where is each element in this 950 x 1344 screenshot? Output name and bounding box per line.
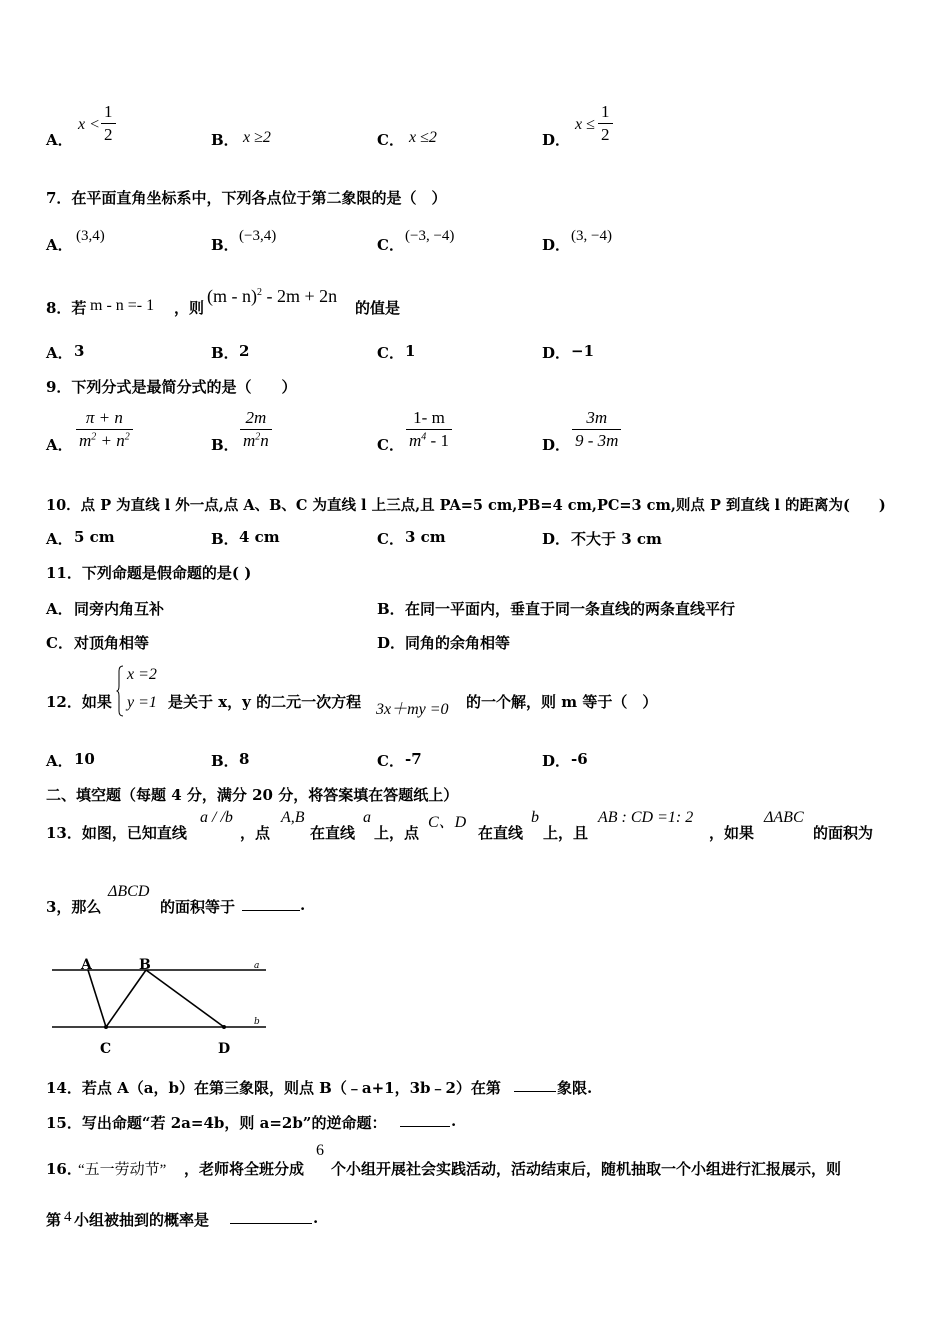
q6-option-a-fraction: $\frac{1}{2}$	[101, 102, 116, 145]
figure-label-c: C	[100, 1041, 112, 1057]
q10-option-c-value: 3 cm	[405, 528, 446, 546]
figure-point-d	[222, 1025, 226, 1029]
q16-answer-blank[interactable]	[230, 1209, 312, 1224]
q6-option-d-fraction: $\frac{1}{2}$	[598, 102, 613, 145]
q10-option-d-label: D．	[542, 530, 571, 548]
q7-option-b-value: (−3,4)	[239, 228, 277, 244]
q11-option-a-value: 同旁内角互补	[74, 600, 165, 618]
q8-suffix: 的值是	[355, 299, 401, 317]
section-heading-fill-in: 二、填空题（每题 4 分，满分 20 分，将答案填在答题纸上）	[46, 786, 459, 804]
q10-option-c-label: C．	[377, 530, 404, 548]
q12-option-b-label: B．	[211, 752, 239, 770]
q11-option-d-label: D．	[377, 634, 406, 652]
q8-condition: m - n =- 1	[90, 297, 155, 314]
q6-option-c-label: C．	[377, 131, 404, 149]
figure-segment-bc	[106, 970, 146, 1027]
q11-option-a-label: A．	[46, 600, 73, 618]
q12-prefix: 12．如果	[46, 693, 112, 711]
q8-option-a-label: A．	[46, 344, 73, 362]
q8-expression: (m - n)$^2$ - 2m + 2n	[207, 286, 338, 306]
q13-answer-blank[interactable]	[242, 896, 300, 911]
figure-label-d: D	[218, 1041, 231, 1057]
q9-stem: 9．下列分式是最简分式的是（ ）	[46, 378, 297, 396]
q8-option-d-value: −1	[571, 342, 595, 360]
q12-system-eq2: y =1	[127, 694, 157, 711]
q10-stem: 10．点 P 为直线 l 外一点,点 A、B、C 为直线 l 上三点,且 PA=5 cm,PB=4 cm,PC=3 cm,则点 P 到直线 l 的距离为( )	[46, 497, 886, 514]
q7-option-a-label: A．	[46, 236, 73, 254]
q8-option-b-value: 2	[239, 342, 250, 360]
q8-option-d-label: D．	[542, 344, 571, 362]
figure-point-c	[104, 1025, 108, 1029]
q12-brace	[116, 665, 124, 717]
q6-option-a-label: A．	[46, 131, 73, 149]
q7-option-d-value: (3, −4)	[571, 228, 612, 244]
q12-option-c-value: -7	[405, 750, 422, 768]
q11-stem: 11．下列命题是假命题的是( )	[46, 564, 252, 582]
q12-suffix: 的一个解，则 m 等于（ ）	[466, 693, 658, 711]
q12-option-a-label: A．	[46, 752, 73, 770]
q14-answer-blank[interactable]	[514, 1077, 556, 1092]
q12-equation: 3x＋my =0	[376, 701, 449, 718]
q12-option-b-value: 8	[239, 750, 250, 768]
q12-option-d-label: D．	[542, 752, 571, 770]
q11-option-b-label: B．	[377, 600, 405, 618]
q8-option-b-label: B．	[211, 344, 239, 362]
q6-option-d-lhs: x ≤	[575, 116, 595, 133]
q7-option-c-value: (−3, −4)	[405, 228, 455, 244]
q6-option-d-label: D．	[542, 131, 571, 149]
q6-option-b-label: B．	[211, 131, 239, 149]
q10-option-b-value: 4 cm	[239, 528, 280, 546]
q9-option-d-fraction: $\frac{3m}{9 - 3m}$	[572, 408, 621, 451]
q10-option-b-label: B．	[211, 530, 239, 548]
q15-answer-blank[interactable]	[400, 1112, 450, 1127]
q8-prefix: 8．若	[46, 299, 87, 317]
figure-segment-ac	[88, 970, 106, 1027]
q12-option-c-label: C．	[377, 752, 404, 770]
q12-mid: 是关于 x，y 的二元一次方程	[168, 693, 362, 711]
q8-mid: ，则	[174, 299, 205, 317]
q6-option-b-expr: x ≥2	[243, 129, 271, 146]
q11-option-d-value: 同角的余角相等	[405, 634, 511, 652]
q10-option-a-label: A．	[46, 530, 73, 548]
q9-option-b-label: B．	[211, 436, 239, 454]
q10-option-d-value: 不大于 3 cm	[571, 530, 662, 548]
q7-option-a-value: (3,4)	[76, 228, 105, 244]
q12-option-a-value: 10	[74, 750, 95, 768]
q8-option-c-label: C．	[377, 344, 404, 362]
q9-option-d-label: D．	[542, 436, 571, 454]
q13-figure	[48, 950, 273, 1060]
q10-option-a-value: 5 cm	[74, 528, 115, 546]
q6-option-a-lhs: x <	[78, 116, 100, 133]
q7-option-c-label: C．	[377, 236, 404, 254]
figure-segment-bd	[146, 970, 224, 1027]
q6-option-c-expr: x ≤2	[409, 129, 437, 146]
q11-option-c-label: C．	[46, 634, 73, 652]
figure-label-a: A	[81, 957, 92, 973]
q12-system-eq1: x =2	[127, 666, 157, 683]
q7-option-b-label: B．	[211, 236, 239, 254]
q8-option-a-value: 3	[74, 342, 85, 360]
q11-option-c-value: 对顶角相等	[74, 634, 150, 652]
figure-label-b: B	[139, 957, 151, 973]
q7-option-d-label: D．	[542, 236, 571, 254]
q9-option-b-fraction: $\frac{2m}{m^2n}$	[240, 408, 272, 451]
q7-stem: 7．在平面直角坐标系中，下列各点位于第二象限的是（ ）	[46, 189, 447, 207]
q9-option-c-label: C．	[377, 436, 404, 454]
q9-option-a-label: A．	[46, 436, 73, 454]
q12-option-d-value: -6	[571, 750, 588, 768]
q9-option-a-fraction: $\frac{\pi + n}{m^2 + n^2}$	[76, 408, 133, 451]
q9-option-c-fraction: $\frac{1- m}{m^4 - 1}$	[406, 408, 452, 451]
figure-line-b-label: b	[254, 1017, 260, 1027]
q8-option-c-value: 1	[405, 342, 416, 360]
figure-line-a-label: a	[254, 961, 260, 971]
q11-option-b-value: 在同一平面内，垂直于同一条直线的两条直线平行	[405, 600, 736, 618]
